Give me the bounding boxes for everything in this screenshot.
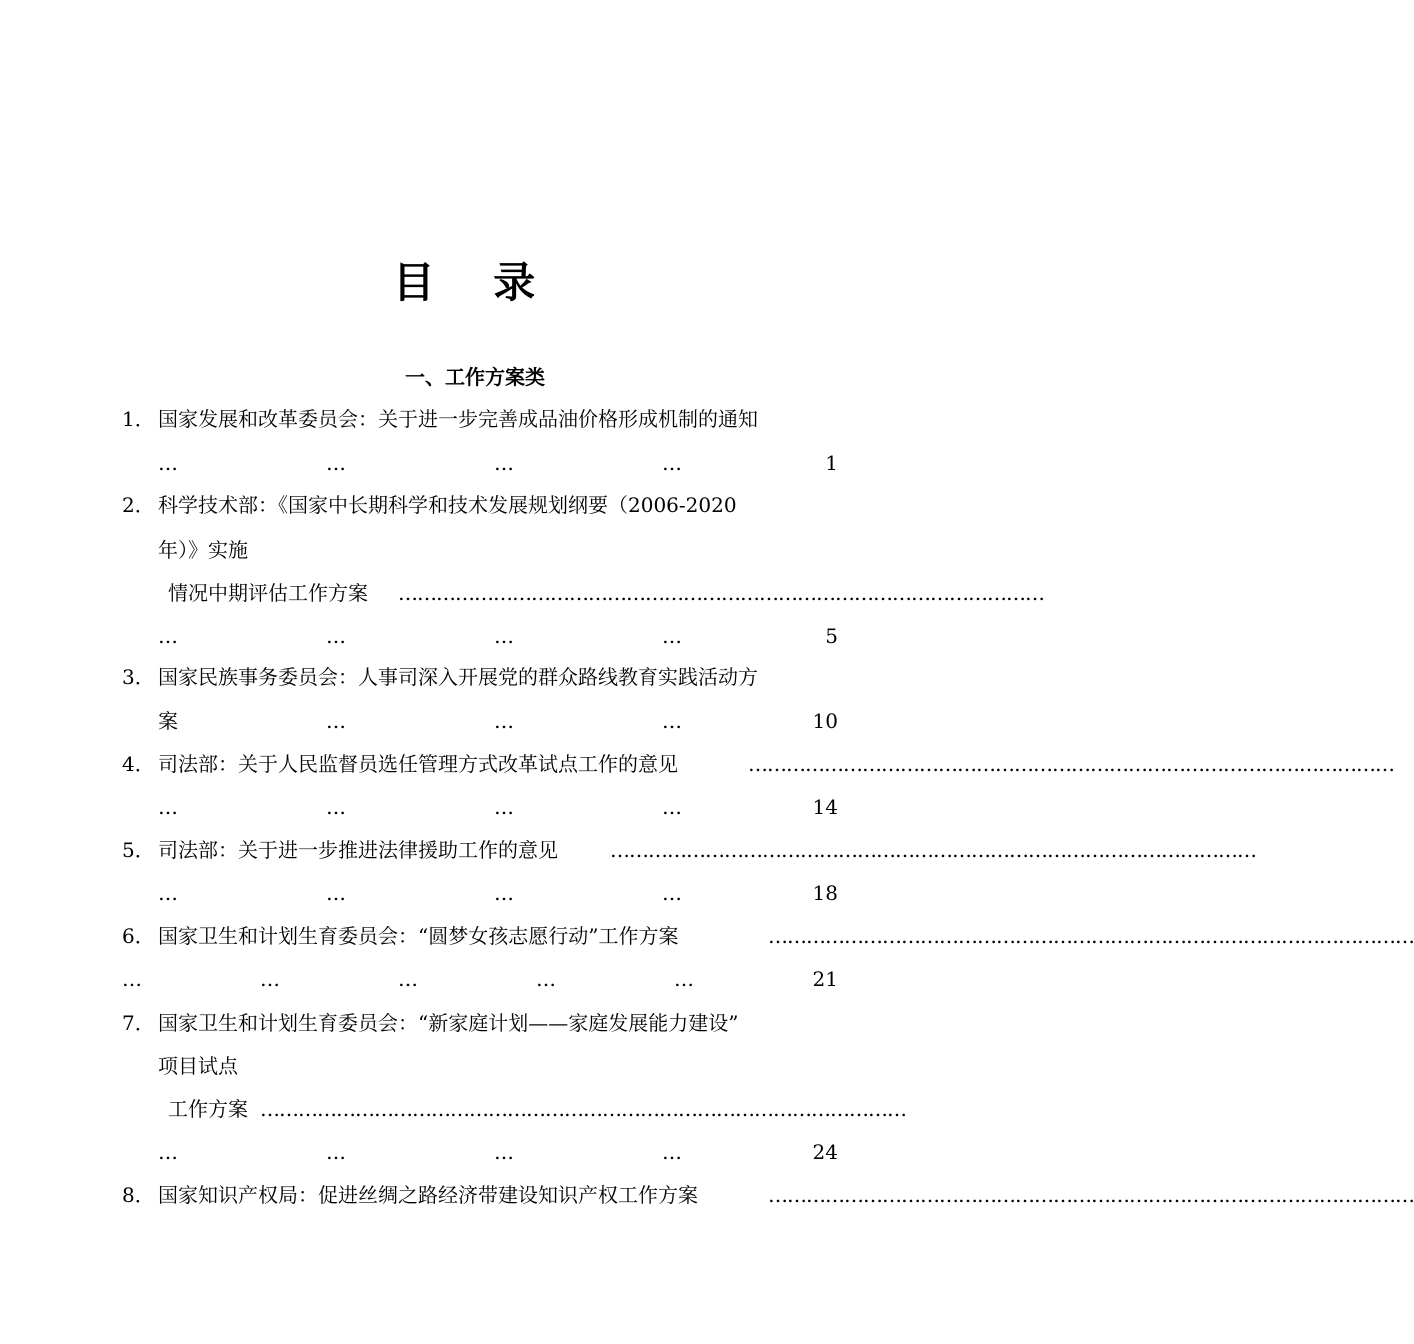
dot-leader: ………………………………………………………………………………………… (610, 838, 1256, 862)
dot-leader: … … … … (158, 795, 681, 819)
entry-title-continued: 工作方案 (168, 1097, 248, 1121)
entry-title: 国家知识产权局：促进丝绸之路经济带建设知识产权工作方案 (158, 1183, 698, 1207)
entry-number: 3． (122, 665, 155, 689)
dot-leader: ………………………………………………………………………………………… (260, 1097, 906, 1121)
entry-number: 7． (122, 1011, 155, 1035)
entry-title: 司法部：关于进一步推进法律援助工作的意见 (158, 838, 558, 862)
toc-title: 目 录 (392, 258, 558, 307)
page-number: 14 (812, 795, 838, 819)
dot-leader: … … … … (158, 1140, 681, 1164)
page-number: 10 (812, 709, 838, 733)
dot-leader: ………………………………………………………………………………………… (768, 1183, 1414, 1207)
entry-number: 4． (122, 752, 155, 776)
entry-title-continued: 案 (158, 709, 178, 733)
page-number: 5 (825, 624, 838, 648)
page-number: 1 (825, 451, 838, 475)
entry-number: 6． (122, 924, 155, 948)
entry-number: 2． (122, 493, 155, 517)
entry-title: 国家民族事务委员会：人事司深入开展党的群众路线教育实践活动方 (158, 665, 758, 689)
dot-leader: … … … … (158, 624, 681, 648)
dot-leader: … … … … (158, 451, 681, 475)
dot-leader: ………………………………………………………………………………………… (768, 924, 1414, 948)
entry-title: 国家发展和改革委员会：关于进一步完善成品油价格形成机制的通知 (158, 407, 758, 431)
entry-title: 科学技术部：《国家中长期科学和技术发展规划纲要（2006-2020 (158, 493, 737, 517)
entry-title-continued: 年）》实施 (158, 538, 248, 562)
entry-title: 国家卫生和计划生育委员会：“圆梦女孩志愿行动”工作方案 (158, 924, 679, 948)
dot-leader: … … … (326, 709, 681, 733)
entry-title-continued: 项目试点 (158, 1054, 238, 1078)
entry-number: 1． (122, 407, 155, 431)
entry-title-continued: 情况中期评估工作方案 (168, 581, 368, 605)
entry-number: 5． (122, 838, 155, 862)
dot-leader: … … … … … (122, 967, 693, 991)
entry-title: 国家卫生和计划生育委员会：“新家庭计划——家庭发展能力建设” (158, 1011, 739, 1035)
page-number: 21 (812, 967, 838, 991)
section-heading: 一、工作方案类 (405, 365, 545, 389)
entry-number: 8． (122, 1183, 155, 1207)
dot-leader: … … … … (158, 881, 681, 905)
dot-leader: ………………………………………………………………………………………… (398, 581, 1044, 605)
page-number: 24 (812, 1140, 838, 1164)
entry-title: 司法部：关于人民监督员选任管理方式改革试点工作的意见 (158, 752, 678, 776)
page-number: 18 (812, 881, 838, 905)
dot-leader: ………………………………………………………………………………………… (748, 752, 1394, 776)
